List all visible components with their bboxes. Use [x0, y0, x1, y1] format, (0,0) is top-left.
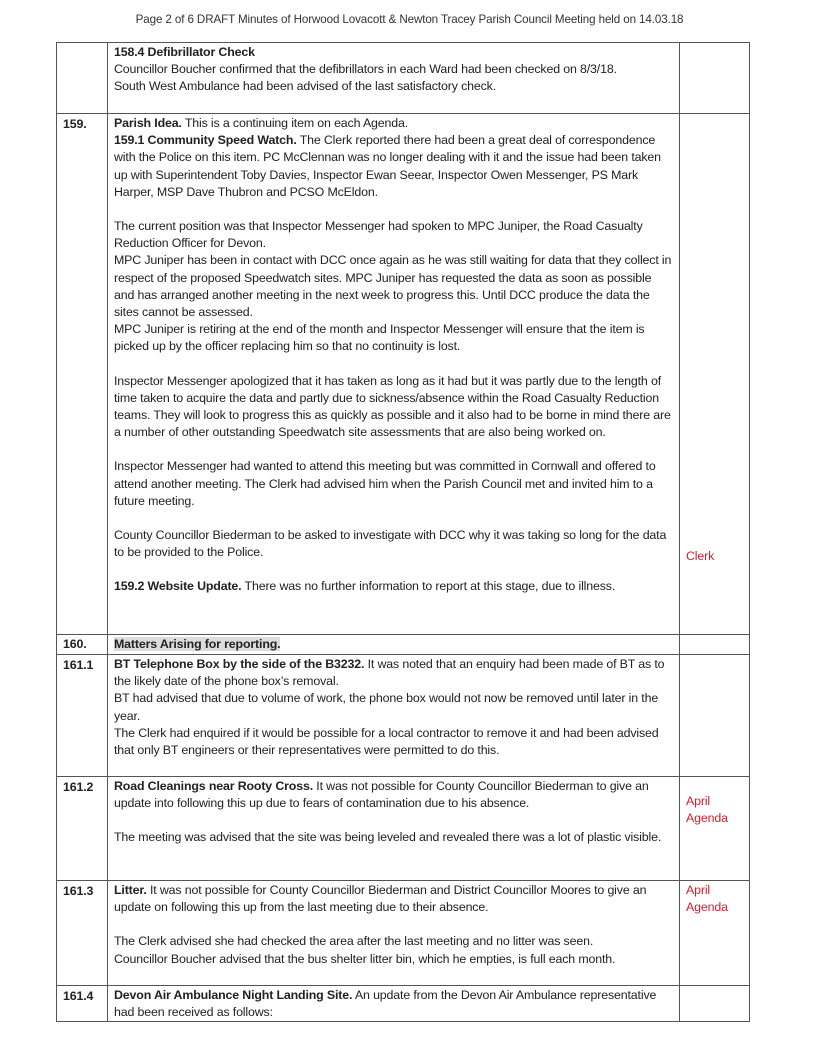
item-text: South West Ambulance had been advised of the last satisfactory check.: [114, 79, 497, 94]
item-number: 159.: [57, 114, 108, 635]
action-cell: [680, 777, 750, 881]
table-row-161-1: [57, 655, 750, 777]
item-title: Litter.: [114, 883, 147, 897]
action-owner: Clerk: [686, 549, 715, 563]
item-text: Councillor Boucher advised that the bus shelter litter bin, which he empties, is full each month.: [114, 951, 616, 966]
item-content: [108, 114, 680, 635]
item-text: BT had advised that due to volume of work, the phone box would not now be removed until later in the year.: [114, 691, 659, 723]
subitem-title: 159.1 Community Speed Watch.: [114, 133, 297, 148]
item-text: The Clerk had enquired if it would be possible for a local contractor to remove it and had been advised that only BT engineers or their representatives were permitted to do this.: [114, 725, 659, 758]
item-text: Inspector Messenger had wanted to attend this meeting but was committed in Cornwall and offered to attend another meeting. The Clerk had advised him when the Parish Council met and invited him to a future meeting.: [114, 459, 656, 508]
table-row-159: [57, 114, 750, 635]
item-content: [108, 655, 680, 777]
item-title: Road Cleanings near Rooty Cross.: [114, 779, 313, 793]
subitem-text: There was no further information to report at this stage, due to illness.: [241, 579, 616, 594]
item-text: MPC Juniper has been in contact with DCC once again as he was still waiting for data that they collect in respect of the proposed Speedwatch sites. MPC Juniper has requested the data as soon as possible and has arranged another meeting in the next week to progress this. Until DCC produce the data the sites cannot be assessed.: [114, 253, 672, 320]
action-line: Agenda: [686, 900, 728, 915]
item-number: 161.1: [57, 655, 108, 777]
action-line: Agenda: [686, 811, 728, 826]
item-number: 161.4: [57, 986, 108, 1022]
item-content: [108, 635, 680, 655]
table-row-161-4: [57, 986, 750, 1022]
item-text: Councillor Boucher confirmed that the defibrillators in each Ward had been checked on 8/3/18.: [114, 62, 617, 77]
item-title: Devon Air Ambulance Night Landing Site.: [114, 988, 353, 1002]
item-number: 161.3: [57, 881, 108, 986]
item-text: It was not possible for County Councillor Biederman and District Councillor Moores to give an update on following this up from the last meeting due to their absence.: [114, 883, 647, 915]
action-cell: [680, 43, 750, 114]
minutes-table: [56, 42, 750, 1022]
subitem-title: 159.2 Website Update.: [114, 579, 242, 594]
table-row-161-3: [57, 881, 750, 986]
item-text: It was not possible for County Councillor Biederman to give an update into following this up due to fears of contamination due to his absence.: [114, 779, 649, 811]
item-title: Parish Idea.: [114, 116, 182, 130]
item-number: 160.: [57, 635, 108, 655]
table-row-160: [57, 635, 750, 655]
item-content: [108, 43, 680, 114]
item-text: The current position was that Inspector Messenger had spoken to MPC Juniper, the Road Casualty Reduction Officer for Devon.: [114, 219, 643, 251]
action-cell: [680, 655, 750, 777]
item-title: 158.4 Defibrillator Check: [114, 45, 255, 59]
table-row-161-2: [57, 777, 750, 881]
page-header: Page 2 of 6 DRAFT Minutes of Horwood Lovacott & Newton Tracey Parish Council Meeting held on 14.03.18: [135, 13, 684, 26]
table-row-158-4: [57, 43, 750, 114]
action-cell: [680, 986, 750, 1022]
item-text: MPC Juniper is retiring at the end of the month and Inspector Messenger will ensure that the item is picked up by the officer replacing him so that no continuity is lost.: [114, 322, 645, 354]
item-number: 161.2: [57, 777, 108, 881]
item-text: The meeting was advised that the site was being leveled and revealed there was a lot of plastic visible.: [114, 830, 662, 845]
item-text: The Clerk advised she had checked the area after the last meeting and no litter was seen.: [114, 934, 594, 949]
action-line: April: [686, 883, 711, 897]
item-text: This is a continuing item on each Agenda.: [181, 116, 409, 130]
item-text: County Councillor Biederman to be asked to investigate with DCC why it was taking so long for the data to be provided to the Police.: [114, 528, 667, 560]
item-text: It was noted that an enquiry had been made of BT as to the likely date of the phone box’s removal.: [114, 657, 665, 689]
item-content: [108, 777, 680, 881]
item-title: BT Telephone Box by the side of the B3232.: [114, 657, 365, 671]
action-cell: [680, 635, 750, 655]
item-content: [108, 986, 680, 1022]
item-content: [108, 881, 680, 986]
item-title: Matters Arising for reporting.: [114, 637, 281, 651]
action-line: April: [686, 794, 711, 808]
subitem-text: The Clerk reported there had been a great deal of correspondence with the Police on this item. PC McClennan was no longer dealing with it and the issue had been taken up with Superintendent Toby Davies, Inspector Ewan Seear, Inspector Owen Messenger, PS Mark Harper, MSP Dave Thubron and PCSO McEldon.: [114, 133, 661, 199]
item-text: An update from the Devon Air Ambulance representative had been received as follows:: [114, 988, 657, 1020]
action-cell: [680, 114, 750, 635]
action-cell: [680, 881, 750, 986]
item-number: [57, 43, 108, 114]
item-text: Inspector Messenger apologized that it has taken as long as it had but it was partly due to the length of time taken to acquire the data and partly due to sickness/absence within the Road Casualty Reduction teams. They will look to progress this as quickly as possible and it also had to be borne in mind there are a number of other outstanding Speedwatch site assessments that are also being worked on.: [114, 373, 671, 440]
